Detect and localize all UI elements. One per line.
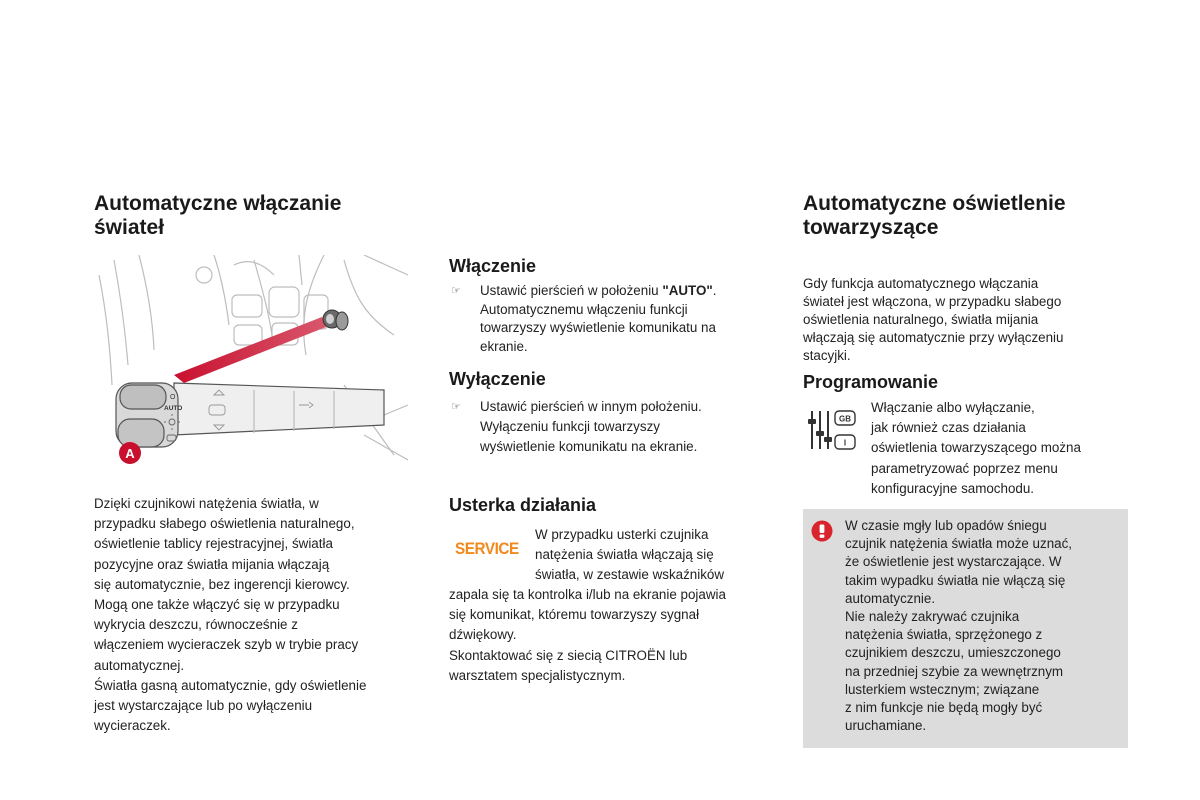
paragraph-line: parametryzować poprzez menu xyxy=(871,460,1058,476)
instruction-line: ekranie. xyxy=(480,338,528,354)
paragraph-line: włączeniem wycieraczek szyb w trybie pracy xyxy=(94,637,359,653)
instruction-punct: . xyxy=(712,283,717,298)
instruction-line: towarzyszy wyświetlenie komunikatu na xyxy=(480,320,716,336)
paragraph-line: jest wystarczające lub po wyłączeniu xyxy=(94,698,313,714)
section-title-auto-lights xyxy=(94,192,341,240)
service-warning-icon: SERVICE xyxy=(455,539,519,558)
section-title-follow-me-home xyxy=(803,192,1066,240)
paragraph-line: natężenia światła włączają się xyxy=(535,547,714,563)
paragraph-line: Mogą one także włączyć się w przypadku xyxy=(94,597,340,613)
title-line: towarzyszące xyxy=(803,216,939,239)
instruction-line: Automatycznemu włączeniu funkcji xyxy=(480,301,688,317)
title-line: Automatyczne oświetlenie xyxy=(803,192,1066,215)
warning-line: czujnik natężenia światła może uznać, xyxy=(845,536,1073,552)
paragraph-line: dźwiękowy. xyxy=(449,627,517,643)
paragraph-line: W przypadku usterki czujnika xyxy=(535,527,709,542)
warning-line: uruchamiane. xyxy=(845,718,927,734)
instruction-line: wyświetlenie komunikatu na ekranie. xyxy=(480,439,698,454)
paragraph-line: Dzięki czujnikowi natężenia światła, w xyxy=(94,496,319,511)
lighting-stalk-illustration xyxy=(94,255,408,475)
paragraph-line: oświetlenie tablicy rejestracyjnej, światła xyxy=(94,536,333,552)
paragraph-line: Światła gasną automatycznie, gdy oświetlenie xyxy=(94,677,367,693)
warning-line: z nim funkcje nie będą mogły być xyxy=(845,700,1043,716)
follow-me-home-intro xyxy=(803,275,1123,365)
paragraph-line: się automatycznie, bez ingerencji kierowcy. xyxy=(94,576,350,592)
paragraph-line: światła, w zestawie wskaźników xyxy=(535,567,725,583)
bullet-item xyxy=(449,397,769,457)
paragraph-line: przypadku słabego oświetlenia naturalnego, xyxy=(94,516,355,532)
paragraph-line: zapala się ta kontrolka i/lub na ekranie pojawia xyxy=(449,587,726,602)
warning-line: takim wypadku światła nie włączą się xyxy=(845,572,1066,588)
paragraph-line: Włączanie albo wyłączanie, xyxy=(871,400,1035,415)
marker-a-label: A xyxy=(125,446,135,461)
paragraph-line: automatycznej. xyxy=(94,657,185,673)
bullet-item xyxy=(449,282,769,356)
stalk-label-off: O xyxy=(170,394,176,401)
svg-text:I: I xyxy=(843,438,847,448)
paragraph-line: konfiguracyjne samochodu. xyxy=(871,480,1035,496)
switch-on-instructions xyxy=(449,282,769,356)
heading-malfunction: Usterka działania xyxy=(449,495,597,515)
heading-switch-on: Włączenie xyxy=(449,256,537,276)
auto-position-label: "AUTO" xyxy=(662,283,713,298)
pointing-hand-icon: ☞ xyxy=(451,401,461,413)
warning-line: natężenia światła, sprzężonego z xyxy=(845,627,1043,643)
heading-switch-off: Wyłączenie xyxy=(449,369,546,389)
stalk-drawing xyxy=(94,255,408,475)
stalk-label-auto: AUTO xyxy=(164,405,183,412)
warning-line: czujnikiem deszczu, umieszczonego xyxy=(845,645,1061,661)
paragraph-line: stacyjki. xyxy=(803,348,851,363)
paragraph-line: wycieraczek. xyxy=(94,718,171,734)
warning-box xyxy=(803,509,1128,748)
warning-line: automatycznie. xyxy=(845,590,936,606)
paragraph-line: warsztatem specjalistycznym. xyxy=(449,667,626,683)
programming-text xyxy=(871,398,1131,499)
warning-text xyxy=(845,517,1125,735)
malfunction-text xyxy=(449,585,779,686)
svg-text:GB: GB xyxy=(839,414,851,424)
warning-line: Nie należy zakrywać czujnika xyxy=(845,609,1020,625)
paragraph-line: oświetlenia towarzyszącego można xyxy=(871,440,1081,456)
paragraph-line: wykrycia deszczu, równocześnie z xyxy=(94,617,298,633)
paragraph-line: świateł jest włączona, w przypadku słabego xyxy=(803,294,1062,309)
title-line: Automatyczne włączanie xyxy=(94,192,342,215)
paragraph-line: Gdy funkcja automatycznego włączania xyxy=(803,276,1039,291)
switch-off-instructions xyxy=(449,397,769,457)
heading-programming: Programowanie xyxy=(803,372,939,392)
warning-line: że oświetlenie jest wystarczające. W xyxy=(845,554,1062,570)
alert-icon xyxy=(811,520,833,542)
paragraph-line: włączają się automatycznie przy wyłączeniu xyxy=(803,330,1064,345)
paragraph-line: jak również czas działania xyxy=(871,420,1026,436)
instruction-line: Ustawić pierścień w innym położeniu. xyxy=(480,399,702,414)
instruction-line: Wyłączeniu funkcji towarzyszy xyxy=(480,419,660,434)
pointing-hand-icon: ☞ xyxy=(451,285,461,297)
paragraph-line: oświetlenia naturalnego, światła mijania xyxy=(803,312,1039,327)
paragraph-line: się komunikat, któremu towarzyszy sygnał xyxy=(449,607,700,623)
instruction-text: Ustawić pierścień w położeniu xyxy=(480,283,663,298)
malfunction-text-right xyxy=(535,525,775,586)
title-line: świateł xyxy=(94,216,165,239)
warning-line: W czasie mgły lub opadów śniegu xyxy=(845,518,1047,533)
paragraph-line: Skontaktować się z siecią CITROËN lub xyxy=(449,647,688,663)
warning-line: na przedniej szybie za wewnętrznym xyxy=(845,663,1064,679)
paragraph-line: pozycyjne oraz światła mijania włączają xyxy=(94,556,330,572)
settings-menu-icon xyxy=(806,407,860,453)
warning-line: lusterkiem wstecznym; związane xyxy=(845,681,1040,697)
auto-lights-description xyxy=(94,494,424,736)
